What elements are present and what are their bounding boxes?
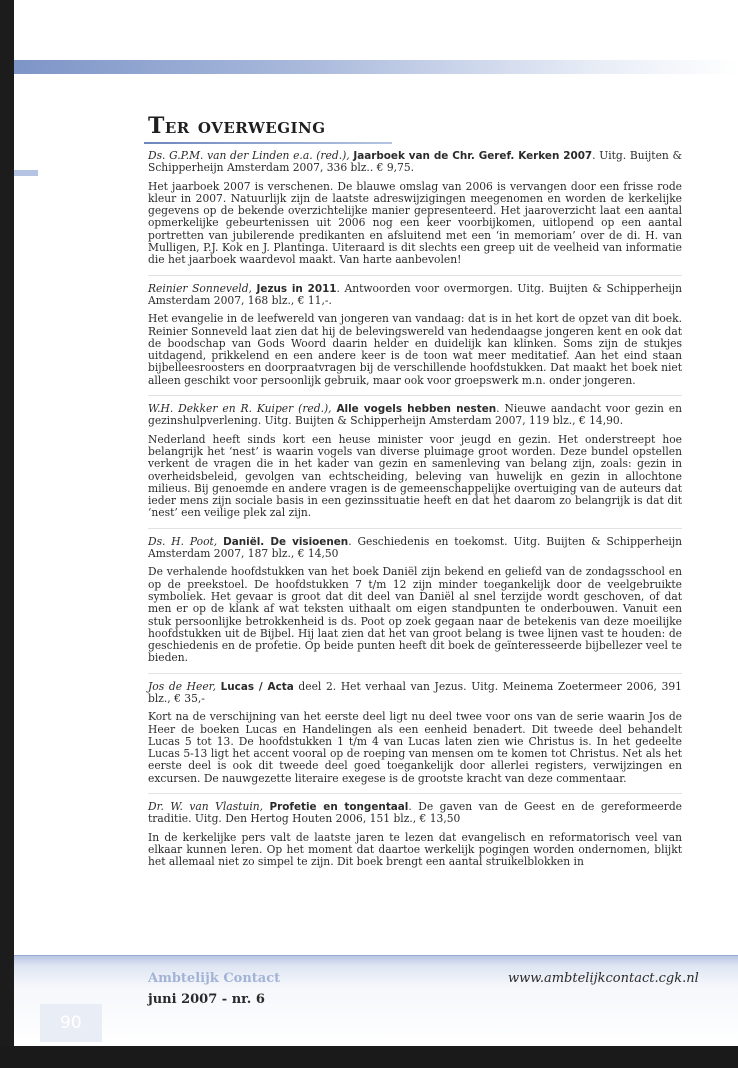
review-item [148,283,682,387]
scan-edge-bottom [0,1046,738,1068]
review-body: Kort na de verschijning van het eerste deel ligt nu deel twee voor ons van de serie waarin Jos de Heer de boeken Lucas en Handelingen als een eenheid benadert. Dit tweede deel behandelt Lucas 5 tot 13. De hoofdstukken 1 t/m 4 van Lucas laten zien wie Christus is. In het gedeelte Lucas 5-13 ligt het accent vooral op de roeping van mensen om te komen tot Christus. Net als het eerste deel is ook dit tweede deel goed toegankelijk door allerlei registers, verwijzingen en excursen. De nauwgezette literaire exegese is de grootste kracht van deze commentaar. [148,710,682,785]
review-details: . Geschiedenis en toekomst. Uitg. Buijten & Schipperheijn Amsterdam 2007, 187 blz., € 14,50 [148,534,683,561]
review-reference [148,681,682,706]
review-author: Ds. H. Poot, [148,534,218,548]
review-author: W.H. Dekker en R. Kuiper (red.), [148,402,332,416]
issue-label: juni 2007 - nr. 6 [148,992,265,1007]
review-item [148,681,682,785]
page-title: Ter overweging [148,113,326,139]
title-underline [144,142,392,144]
review-item [148,150,682,267]
footer-rule [14,955,738,956]
review-divider [148,793,682,794]
review-details: . Uitg. Buijten & Schipperheijn Amsterdam 2007, 336 blz.. € 9,75. [148,149,682,175]
review-body: Het jaarboek 2007 is verschenen. De blauwe omslag van 2006 is vervangen door een frisse rode kleur in 2007. Natuurlijk zijn de laatste adreswijzigingen meegenomen en worden de kerkelijke gegevens op de bekende overzichtelijke manier gepresenteerd. Het jaaroverzicht laat een aantal opmerkelijke gebeurtenissen uit 2006 nog een keer voorbijkomen, uitlopend op een aantal portretten van jubilerende predikanten en afsluitend met een ‘in memoriam’ over de di. H. van Mulligen, P.J. Kok en J. Plantinga. Uiteraard is dit slechts een greep uit de veelheid van informatie die het jaarboek waardevol maakt. Van harte aanbevolen! [148,179,682,267]
review-item [148,536,682,665]
review-details: . Nieuwe aandacht voor gezin en gezinshulpverlening. Uitg. Buijten & Schipperheijn Amsterdam 2007, 119 blz., € 14,90. [148,402,682,428]
review-details: . Antwoorden voor overmorgen. Uitg. Buijten & Schipperheijn Amsterdam 2007, 168 blz., € 11,-. [148,281,683,307]
review-reference [148,403,682,428]
review-item [148,801,682,868]
magazine-name: Ambtelijk Contact [148,971,281,986]
review-divider [148,673,682,674]
margin-tab [14,170,38,176]
review-title: Daniël. De visioenen [223,535,349,548]
review-title: Jaarboek van de Chr. Geref. Kerken 2007 [353,150,593,162]
review-author: Jos de Heer, [148,679,216,693]
review-reference [148,150,682,175]
review-reference [148,801,682,826]
website-url: www.ambtelijkcontact.cgk.nl [508,971,699,986]
review-details: . De gaven van de Geest en de gereformeerde traditie. Uitg. Den Hertog Houten 2006, 151 blz., € 13,50 [148,800,683,826]
review-divider [148,395,682,396]
review-title: Profetie en tongentaal [269,801,409,814]
review-divider [148,275,682,276]
scan-edge-left [0,0,14,1068]
review-author: Reinier Sonneveld, [148,281,252,295]
review-body: Het evangelie in de leefwereld van jongeren van vandaag: dat is in het kort de opzet van dit boek. Reinier Sonneveld laat zien dat hij de belevingswereld van hedendaagse jongeren kent en ook dat de boodschap van Gods Woord daarin helder en duidelijk kan klinken. Soms zijn de stukjes uitdagend, prikkelend en een andere keer is de toon wat meer meditatief. Aan het eind staan bijbelleesroosters en doorpraatvragen bij de verschillende hoofdstukken. Dat maakt het boek niet alleen geschikt voor persoonlijk gebruik, maar ook voor groepswerk m.n. onder jongeren. [148,312,682,387]
review-reference [148,536,682,561]
review-divider [148,528,682,529]
review-body: De verhalende hoofdstukken van het boek Daniël zijn bekend en geliefd van de zondagsschool en op de preekstoel. De hoofdstukken 7 t/m 12 zijn minder toegankelijk door de veelgebruikte symboliek. Het gevaar is groot dat dit deel van Daniël al snel terzijde wordt geschoven, of dat men er op de klank af wat teksten uithaalt om eigen standpunten te onderbouwen. Vanuit een stuk persoonlijke betrokkenheid is ds. Poot op zoek gegaan naar de betekenis van deze moeilijke hoofdstukken uit de Bijbel. Hij laat zien dat het van groot belang is twee lijnen vast te houden: de geschiedenis en de profetie. Op beide punten heeft dit boek de geïnteresseerde bijbellezer veel te bieden. [148,565,682,665]
review-body: In de kerkelijke pers valt de laatste jaren te lezen dat evangelisch en reformatorisch veel van elkaar kunnen leren. Op het moment dat daartoe werkelijk pogingen worden ondernomen, blijkt het allemaal niet zo simpel te zijn. Dit boek brengt een aantal struikelblokken in [148,830,682,869]
review-title: Jezus in 2011 [256,282,337,295]
footer-band [14,955,738,1046]
review-details: deel 2. Het verhaal van Jezus. Uitg. Meinema Zoetermeer 2006, 391 blz., € 35,- [148,679,682,705]
review-author: Ds. G.P.M. van der Linden e.a. (red.), [148,149,350,162]
page-number: 90 [60,1013,82,1033]
review-item [148,403,682,520]
review-body: Nederland heeft sinds kort een heuse minister voor jeugd en gezin. Het onderstreept hoe belangrijk het ‘nest’ is waarin vogels van diverse pluimage groot worden. Deze bundel opstellen verkent de vragen die in het kader van gezin en samenleving van belang zijn, zoals: gezin in overheidsbeleid, gevolgen van echtscheiding, beleving van huwelijk en gezin in allochtone milieus. Bij genoemde en andere vragen is de gemeenschappelijke overtuiging van de auteurs dat ieder mens zijn sociale basis in een gezinssituatie heeft en dat het daarom zo belangrijk is dat dit ‘nest’ een veilige plek zal zijn. [148,432,682,520]
review-title: Lucas / Acta [220,680,294,693]
reviews-column [148,150,682,877]
review-reference [148,283,682,308]
review-author: Dr. W. van Vlastuin, [148,800,264,814]
header-band [14,60,738,74]
review-title: Alle vogels hebben nesten [336,403,497,416]
